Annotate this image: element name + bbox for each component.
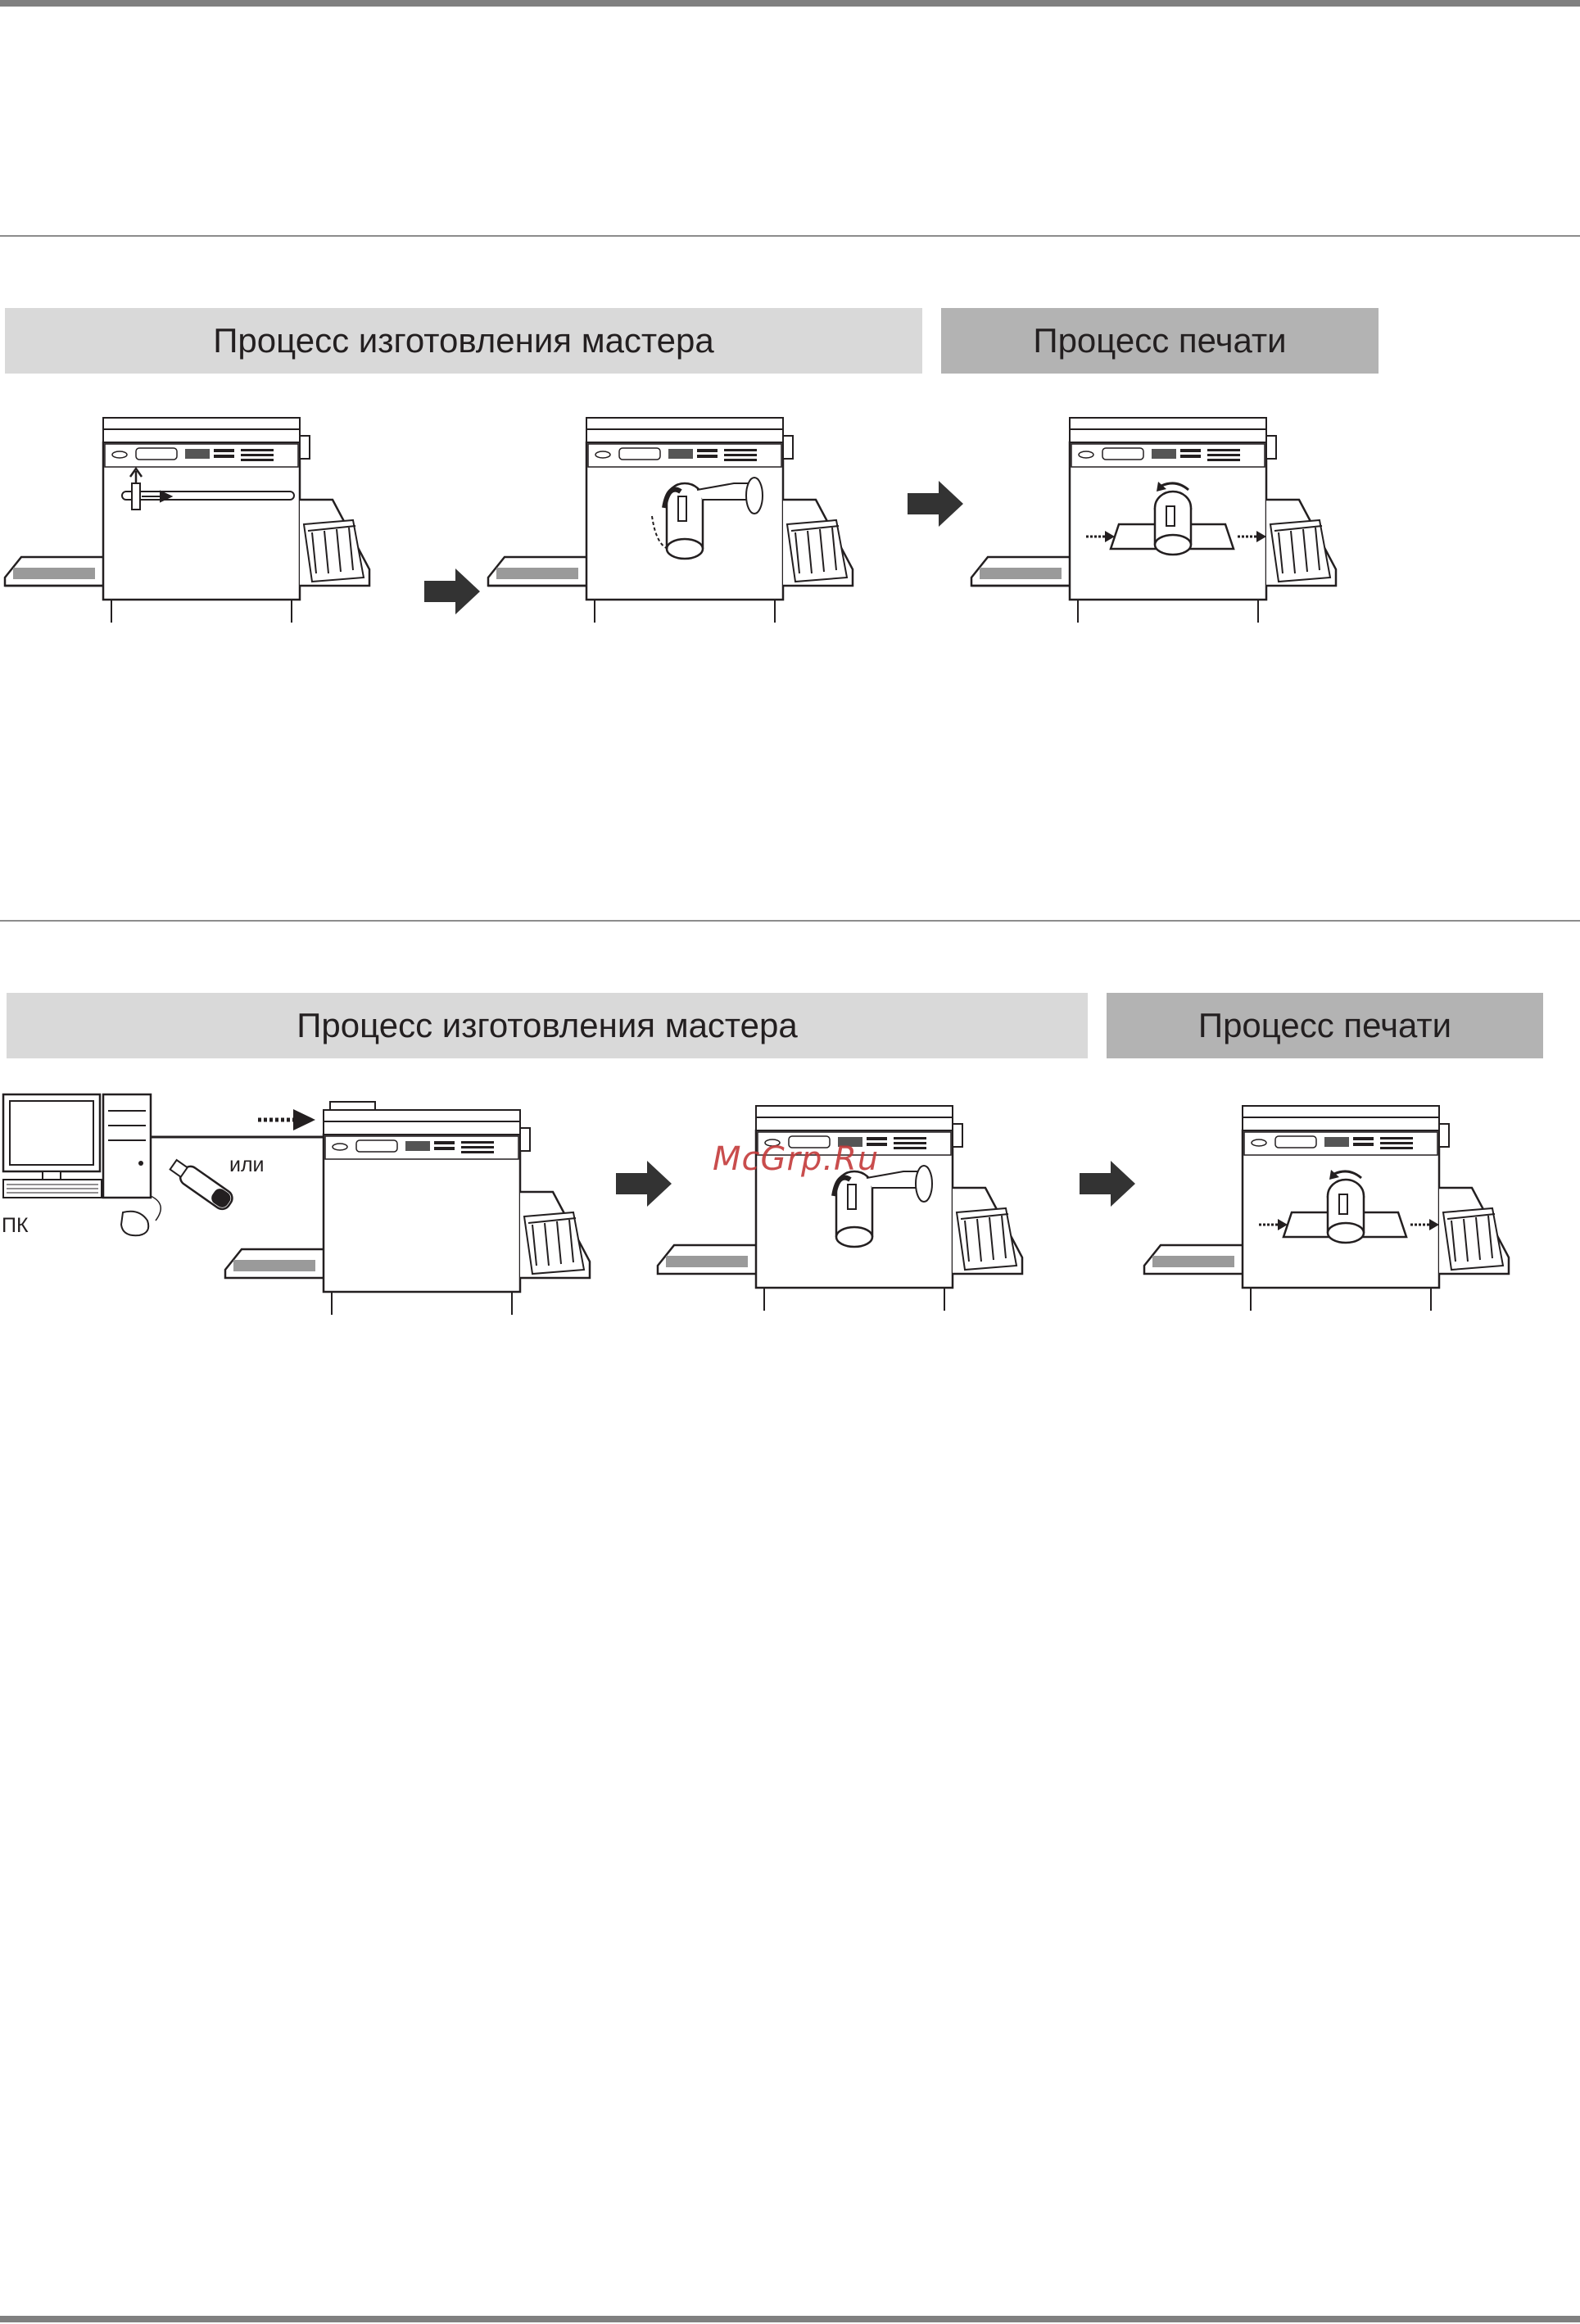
master-process-band: [5, 308, 922, 374]
pc-label: ПК: [2, 1214, 29, 1237]
master-process-band-2: [7, 993, 1088, 1058]
copier-receiving: [225, 1102, 590, 1315]
section1-divider: [0, 235, 1580, 237]
section2-illustration: [0, 1081, 1580, 1327]
or-label: или: [229, 1153, 265, 1176]
bottom-rule: [0, 2316, 1580, 2322]
print-process-band: [941, 308, 1379, 374]
arrow-4: [1080, 1161, 1135, 1207]
master-process-label-2: Процесс изготовления мастера: [297, 1006, 798, 1044]
top-rule: [0, 0, 1580, 7]
section2-divider: [0, 920, 1580, 922]
watermark-text: McGrp.Ru: [713, 1140, 880, 1178]
print-process-label-2: Процесс печати: [1197, 1006, 1452, 1044]
copier-printing-2: [1144, 1106, 1509, 1311]
master-process-label: Процесс изготовления мастера: [213, 321, 714, 360]
copier-master-making: [488, 418, 853, 623]
copier-scanning: [5, 418, 369, 623]
usb-stick-icon: [168, 1157, 236, 1212]
print-process-band-2: [1107, 993, 1543, 1058]
arrow-2: [908, 481, 963, 527]
section1-illustration: [0, 393, 1580, 639]
print-process-label: Процесс печати: [1033, 321, 1287, 360]
copier-printing: [971, 418, 1336, 623]
copier-master-making-2: [658, 1106, 1022, 1311]
arrow-1: [424, 569, 480, 614]
arrow-3: [616, 1161, 672, 1207]
